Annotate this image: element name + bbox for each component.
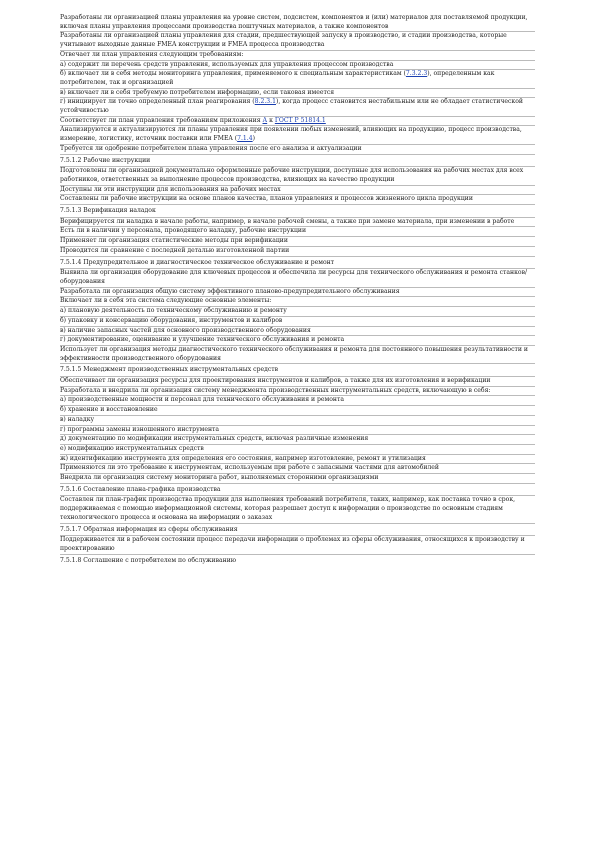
question-line bbox=[60, 307, 535, 316]
line-text: 7.5.1.8 Соглашение с потребителем по обслуживанию bbox=[60, 556, 237, 564]
line-text: б) упаковку и консервацию оборудования, инструментов и калибров bbox=[60, 316, 283, 324]
line-text: Требуется ли одобрение потребителем плана управления после его анализа и актуализации bbox=[60, 144, 362, 152]
question-line bbox=[60, 237, 535, 246]
row-divider bbox=[60, 363, 535, 364]
line-text: б) хранение и восстановление bbox=[60, 406, 158, 414]
reference-link[interactable]: 8.2.3.1 bbox=[254, 98, 276, 106]
question-line bbox=[60, 117, 535, 126]
question-line bbox=[60, 327, 535, 336]
question-line bbox=[60, 227, 535, 236]
question-line bbox=[60, 269, 535, 286]
question-line bbox=[60, 496, 535, 522]
section-heading bbox=[60, 486, 535, 495]
question-line bbox=[60, 445, 535, 454]
line-text: б) включает ли в себя методы мониторинга управления, применяемого к специальным характеристикам ( bbox=[60, 70, 406, 78]
line-text: 7.5.1.3 Верификация наладок bbox=[60, 207, 156, 215]
question-line bbox=[60, 89, 535, 98]
question-line bbox=[60, 195, 535, 204]
question-line bbox=[60, 98, 535, 115]
reference-link[interactable]: 7.1.4 bbox=[237, 135, 253, 143]
line-text: Составлен ли план-график производства продукции для выполнения требований потребителя, таких, например, как поставка точно в срок, поддерживаемая с помощью информационной системы, которая разрешает доступ к информации о производстве по основным стадиям технологического процесса и основана на информации о заказах bbox=[60, 496, 516, 521]
line-text: Применяются ли это требование к инструментам, используемым при работе с запасными частями для автомобилей bbox=[60, 464, 439, 472]
question-line bbox=[60, 317, 535, 326]
line-text: г) инициирует ли точно определенный план реагирования ( bbox=[60, 98, 255, 106]
question-line bbox=[60, 474, 535, 483]
line-text: Составлены ли рабочие инструкции на основе планов качества, планов управления и процессов жизненного цикла продукции bbox=[60, 195, 473, 203]
question-line bbox=[60, 51, 535, 60]
line-text: Верифицируется ли наладка в начале работы, например, в начале рабочей смены, а также при замене материала, при изменении в работе bbox=[60, 217, 515, 225]
question-line bbox=[60, 126, 535, 143]
question-line bbox=[60, 247, 535, 256]
document-page bbox=[60, 14, 535, 566]
line-text: Анализируются и актуализируются ли планы управления при появлении любых изменений, влияющих на продукцию, процесс производства, измерение, логистику, источник поставки или FMEA ( bbox=[60, 126, 522, 143]
line-text: в) наличие запасных частей для основного производственного оборудования bbox=[60, 326, 311, 334]
question-line bbox=[60, 145, 535, 154]
question-line bbox=[60, 455, 535, 464]
question-line bbox=[60, 336, 535, 345]
question-line bbox=[60, 426, 535, 435]
line-text: ), определенным как потребителем, так и организацией bbox=[60, 70, 495, 86]
question-line bbox=[60, 70, 535, 87]
row-divider bbox=[60, 204, 535, 205]
line-text: Доступны ли эти инструкции для использования на рабочих местах bbox=[60, 185, 281, 193]
line-text: ), когда процесс становится нестабильным или не обладает статистической устойчивостью bbox=[60, 98, 523, 115]
line-text: ж) идентификацию инструмента для определения его состояния, например изготовление, ремонт и утилизация bbox=[60, 454, 426, 462]
section-heading bbox=[60, 526, 535, 535]
line-text: Разработаны ли организацией планы управления на уровне систем, подсистем, компонентов и (или) материалов для поставляемой продукции, включая планы управления процессами производства поштучных материалов, а также компонентов bbox=[60, 14, 528, 30]
line-text: Поддерживается ли в рабочем состоянии процесс передачи информации о проблемах из сферы обслуживания, относящихся к производству и проектированию bbox=[60, 536, 525, 552]
line-text: 7.5.1.4 Предупредительное и диагностическое техническое обслуживание и ремонт bbox=[60, 258, 335, 266]
line-text: Разработаны ли организацией планы управления для стадии, предшествующей запуску в производство, и стадии производства, которые учитывают выходные данные FMEA конструкции и FMEA процесса производства bbox=[60, 32, 507, 49]
question-line bbox=[60, 288, 535, 297]
question-line bbox=[60, 61, 535, 70]
reference-link[interactable]: 7.3.2.3 bbox=[405, 70, 428, 78]
line-text: д) документацию по модификации инструментальных средств, включая различные изменения bbox=[60, 435, 369, 443]
row-divider bbox=[60, 154, 535, 155]
line-text: Соответствует ли план управления требованиям приложения bbox=[60, 116, 263, 124]
line-text: Разработала ли организация общую систему эффективного планово-предупредительного обслуживания bbox=[60, 287, 400, 295]
line-text: Внедрила ли организация систему мониторинга работ, выполняемых сторонними организациями bbox=[60, 474, 379, 482]
line-text: г) программы замены изношенного инструмента bbox=[60, 425, 220, 433]
section-heading bbox=[60, 157, 535, 166]
line-text: а) содержит ли перечень средств управления, используемых для управления процессом производства bbox=[60, 60, 394, 68]
line-text: 7.5.1.7 Обратная информация из сферы обслуживания bbox=[60, 525, 238, 533]
question-line bbox=[60, 416, 535, 425]
line-text: а) плановую деятельность по техническому обслуживанию и ремонту bbox=[60, 307, 287, 315]
section-heading bbox=[60, 207, 535, 216]
line-text: 7.5.1.6 Составление плана-графика производства bbox=[60, 485, 221, 493]
question-line bbox=[60, 536, 535, 553]
line-text: Подготовлены ли организацией документально оформленные рабочие инструкции, доступные для использования на рабочих местах для всех работников, ответственных за выполнение процессов производства, влияющих на качество продукции bbox=[60, 167, 524, 183]
line-text: Включает ли в себя эта система следующие основные элементы: bbox=[60, 297, 272, 305]
line-text: к bbox=[267, 116, 275, 124]
line-text: Отвечает ли план управления следующим требованиям: bbox=[60, 50, 244, 58]
question-line bbox=[60, 167, 535, 184]
line-text: Разработала и внедрила ли организация систему менеджмента производственных инструментальных средств, включающую в себя: bbox=[60, 386, 491, 394]
row-divider bbox=[60, 256, 535, 257]
question-line bbox=[60, 346, 535, 363]
row-divider bbox=[60, 523, 535, 524]
question-line bbox=[60, 32, 535, 49]
line-text: а) производственные мощности и персонал для технического обслуживания и ремонта bbox=[60, 396, 344, 404]
line-text: Выявила ли организация оборудование для ключевых процессов и обеспечила ли ресурсы для технического обслуживания и ремонта станков/оборудования bbox=[60, 269, 528, 285]
question-line bbox=[60, 464, 535, 473]
question-line bbox=[60, 14, 535, 31]
line-text: е) модификацию инструментальных средств bbox=[60, 444, 204, 452]
line-text: в) включает ли в себя требуемую потребителем информацию, если таковая имеется bbox=[60, 88, 335, 96]
section-heading bbox=[60, 557, 535, 566]
question-line bbox=[60, 435, 535, 444]
line-text: Применяет ли организация статистические методы при верификации bbox=[60, 237, 288, 245]
question-line bbox=[60, 406, 535, 415]
line-text: 7.5.1.5 Менеджмент производственных инструментальных средств bbox=[60, 366, 279, 374]
row-divider bbox=[60, 483, 535, 484]
section-heading bbox=[60, 259, 535, 268]
question-line bbox=[60, 387, 535, 396]
line-text: в) наладку bbox=[60, 415, 95, 423]
line-text: г) документирование, оценивание и улучшение технического обслуживания и ремонта bbox=[60, 336, 345, 344]
question-line bbox=[60, 186, 535, 195]
reference-link[interactable]: ГОСТ Р 51814.1 bbox=[274, 116, 326, 124]
line-text: Обеспечивает ли организация ресурсы для проектирования инструментов и калибров, а также для их изготовления и верификации bbox=[60, 377, 491, 385]
section-heading bbox=[60, 366, 535, 375]
line-text: ) bbox=[252, 135, 256, 143]
line-text: 7.5.1.2 Рабочие инструкции bbox=[60, 156, 151, 164]
row-divider bbox=[60, 554, 535, 555]
question-line bbox=[60, 218, 535, 227]
line-text: Проводится ли сравнение с последней деталью изготовленной партии bbox=[60, 246, 290, 254]
question-line bbox=[60, 377, 535, 386]
question-line bbox=[60, 297, 535, 306]
line-text: Есть ли в наличии у персонала, проводящего наладку, рабочие инструкции bbox=[60, 227, 307, 235]
line-text: Использует ли организация методы диагностического технического обслуживания и ремонта для постоянного повышения результативности и эффективности производственного оборудования bbox=[60, 345, 528, 362]
question-line bbox=[60, 396, 535, 405]
reference-link[interactable]: А bbox=[262, 116, 268, 124]
